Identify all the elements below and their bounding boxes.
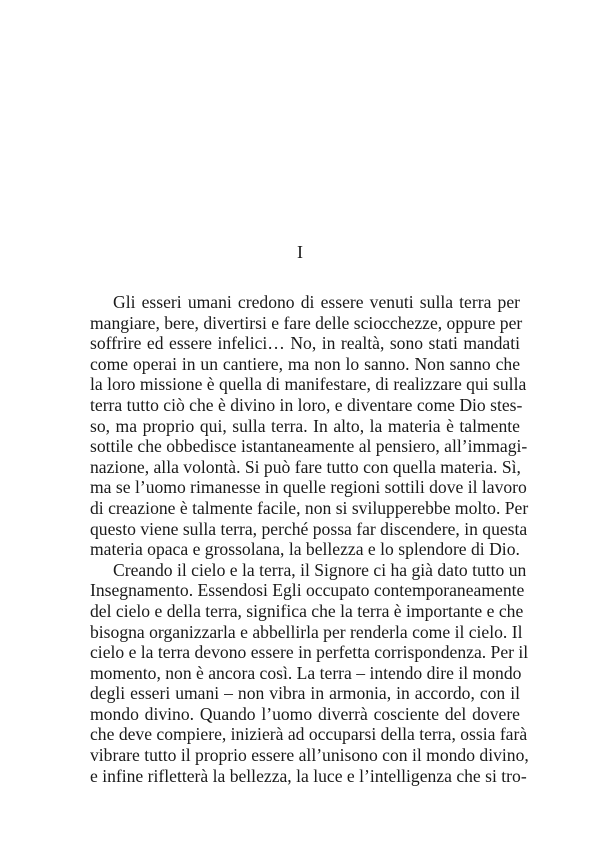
text-line: bisogna organizzarla e abbellirla per renderla come il cielo. Il [90,621,523,642]
text-line: di creazione è talmente facile, non si svilupperebbe molto. Per [90,497,529,518]
text-line: del cielo e della terra, significa che la terra è importante e che [90,600,524,621]
text-line: terra tutto ciò che è divino in loro, e diventare come Dio stes- [90,394,523,415]
paragraph-1 [90,292,529,560]
text-line: Creando il cielo e la terra, il Signore ci ha già dato tutto un [113,559,527,580]
text-line: mangiare, bere, divertirsi e fare delle sciocchezze, oppure per [90,312,523,333]
text-line: Gli esseri umani credono di essere venuti sulla terra per [113,292,520,312]
text-line: mondo divino. Quando l’uomo diverrà cosciente del dovere [90,703,520,724]
text-line: momento, non è ancora così. La terra – intendo dire il mondo [90,662,522,683]
text-line: cielo e la terra devono essere in perfetta corrispondenza. Per il [90,642,529,663]
chapter-number: I [297,242,303,262]
text-line: vibrare tutto il proprio essere all’unisono con il mondo divino, [90,745,529,766]
text-line: questo viene sulla terra, perché possa far discendere, in questa [90,518,528,539]
text-line: la loro missione è quella di manifestare, di realizzare qui sulla [90,374,527,395]
text-line: come operai in un cantiere, ma non lo sanno. Non sanno che [90,353,520,374]
body-text [90,292,529,786]
text-line: soffrire ed essere infelici… No, in realtà, sono stati mandati [90,333,520,354]
text-line: so, ma proprio qui, sulla terra. In alto, la materia è talmente [90,415,520,436]
text-line: ma se l’uomo rimanesse in quelle regioni sottili dove il lavoro [90,477,527,498]
text-line: che deve compiere, inizierà ad occuparsi della terra, ossia farà [90,724,528,745]
text-line: Insegnamento. Essendosi Egli occupato contemporaneamente [90,580,525,601]
text-line: materia opaca e grossolana, la bellezza e lo splendore di Dio. [90,539,520,560]
text-line: nazione, alla volontà. Si può fare tutto con quella materia. Sì, [90,456,521,477]
paragraph-2 [90,559,529,787]
text-line: degli esseri umani – non vibra in armonia, in accordo, con il [90,683,520,704]
text-line: e infine rifletterà la bellezza, la luce e l’intelligenza che si tro- [90,765,527,786]
text-line: sottile che obbedisce istantaneamente al pensiero, all’immagi- [90,436,528,457]
